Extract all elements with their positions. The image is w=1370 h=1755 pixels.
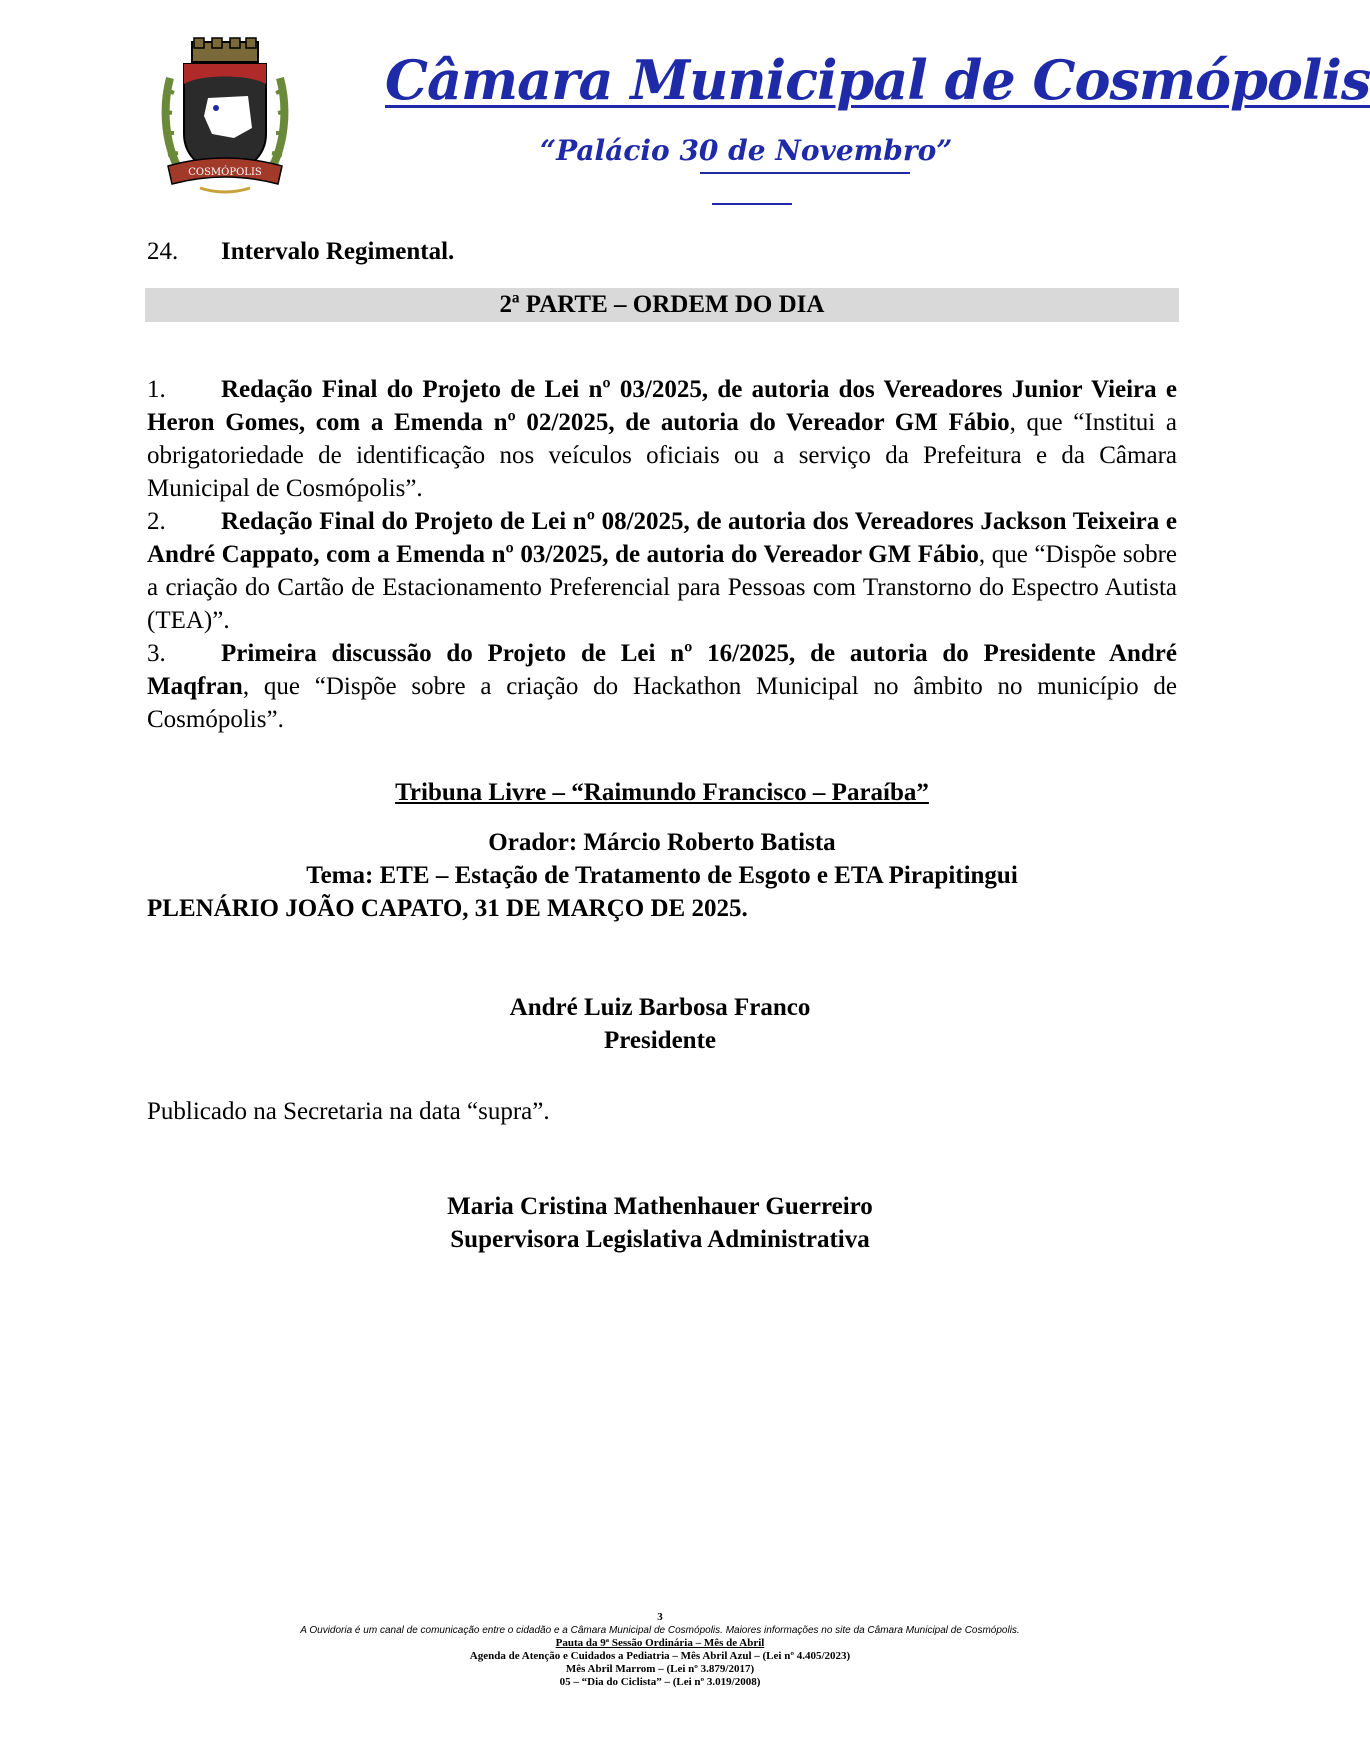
item-bold-text: Redação Final do Projeto de Lei nº 03/2025, de autoria dos Vereadores Junior Vieira e Heron Gomes, com a Emenda nº 02/2025, de autoria do Vereador GM Fábio xyxy=(147,376,1177,436)
section-title: 2ª PARTE – ORDEM DO DIA xyxy=(145,288,1179,322)
footer-line: Agenda de Atenção e Cuidados a Pediatria – Mês Abril Azul – (Lei nº 4.405/2023) xyxy=(469,1650,851,1662)
orador-text: Orador: Márcio Roberto Batista xyxy=(488,829,836,856)
published-note: Publicado na Secretaria na data “supra”. xyxy=(147,1098,550,1125)
signature-role: Supervisora Legislativa Administrativa xyxy=(450,1226,870,1253)
footer-line: 05 – “Dia do Ciclista” – (Lei nº 3.019/2008) xyxy=(559,1676,761,1688)
palace-subtitle: “Palácio 30 de Novembro” xyxy=(540,134,953,167)
agenda-item-1 xyxy=(147,373,1177,505)
header-divider xyxy=(700,172,910,174)
plenario-line xyxy=(147,892,748,925)
item-number: 24. xyxy=(147,238,179,265)
signature-role: Presidente xyxy=(603,1027,716,1054)
footer-line: Mês Abril Marrom – (Lei nº 3.879/2017) xyxy=(565,1663,755,1675)
coat-of-arms-logo xyxy=(160,38,290,196)
agenda-item-2 xyxy=(147,505,1177,637)
item-description: , que “Dispõe sobre a criação do Cartão de Estacionamento Preferencial para Pessoas com Transtorno do Espectro Autista (TEA)”. xyxy=(147,541,1177,634)
header-divider-short xyxy=(712,203,792,205)
item-description: , que “Dispõe sobre a criação do Hackathon Municipal no âmbito no município de Cosmópolis”. xyxy=(147,673,1177,733)
signature-president xyxy=(445,991,875,1057)
item-bold-text: Redação Final do Projeto de Lei nº 08/2025, de autoria dos Vereadores Jackson Teixeira e André Cappato, com a Emenda nº 03/2025, de autoria do Vereador GM Fábio xyxy=(147,508,1177,568)
ouvidoria-note: A Ouvidoria é um canal de comunicação entre o cidadão e a Câmara Municipal de Cosmópolis. Maiores informações no site da Câmara Municipal de Cosmópolis. xyxy=(300,1625,1020,1636)
svg-text:COSMÓPOLIS: COSMÓPOLIS xyxy=(188,167,262,178)
signature-name: Maria Cristina Mathenhauer Guerreiro xyxy=(447,1193,873,1220)
tribuna-title-text: Tribuna Livre – “Raimundo Francisco – Paraíba” xyxy=(395,779,929,806)
footer-line: Pauta da 9ª Sessão Ordinária – Mês de Abril xyxy=(555,1637,765,1649)
item-description: , que “Institui a obrigatoriedade de identificação nos veículos oficiais ou a serviço da Prefeitura e da Câmara Municipal de Cosmópolis”. xyxy=(147,409,1177,502)
item-bold-text: Primeira discussão do Projeto de Lei nº 16/2025, de autoria do Presidente André Maqfran xyxy=(147,640,1177,700)
tribuna-theme xyxy=(145,859,1179,892)
tribuna-speaker xyxy=(145,826,1179,859)
item-number: 1. xyxy=(147,376,166,403)
item-number: 3. xyxy=(147,640,166,667)
item-number: 2. xyxy=(147,508,166,535)
page-footer xyxy=(220,1611,1100,1689)
signature-supervisor xyxy=(380,1190,940,1256)
chamber-title: Câmara Municipal de Cosmópolis xyxy=(385,48,1370,112)
agenda-list xyxy=(147,373,1177,736)
signature-name: André Luiz Barbosa Franco xyxy=(509,994,811,1021)
intro-item xyxy=(147,235,454,268)
tribuna-title xyxy=(145,776,1179,809)
tema-text: Tema: ETE – Estação de Tratamento de Esgoto e ETA Pirapitingui xyxy=(306,862,1018,889)
page-number: 3 xyxy=(657,1611,663,1623)
plenario-text: PLENÁRIO JOÃO CAPATO, 31 DE MARÇO DE 2025. xyxy=(147,895,748,922)
agenda-item-3 xyxy=(147,637,1177,736)
item-text: Intervalo Regimental. xyxy=(221,238,455,265)
